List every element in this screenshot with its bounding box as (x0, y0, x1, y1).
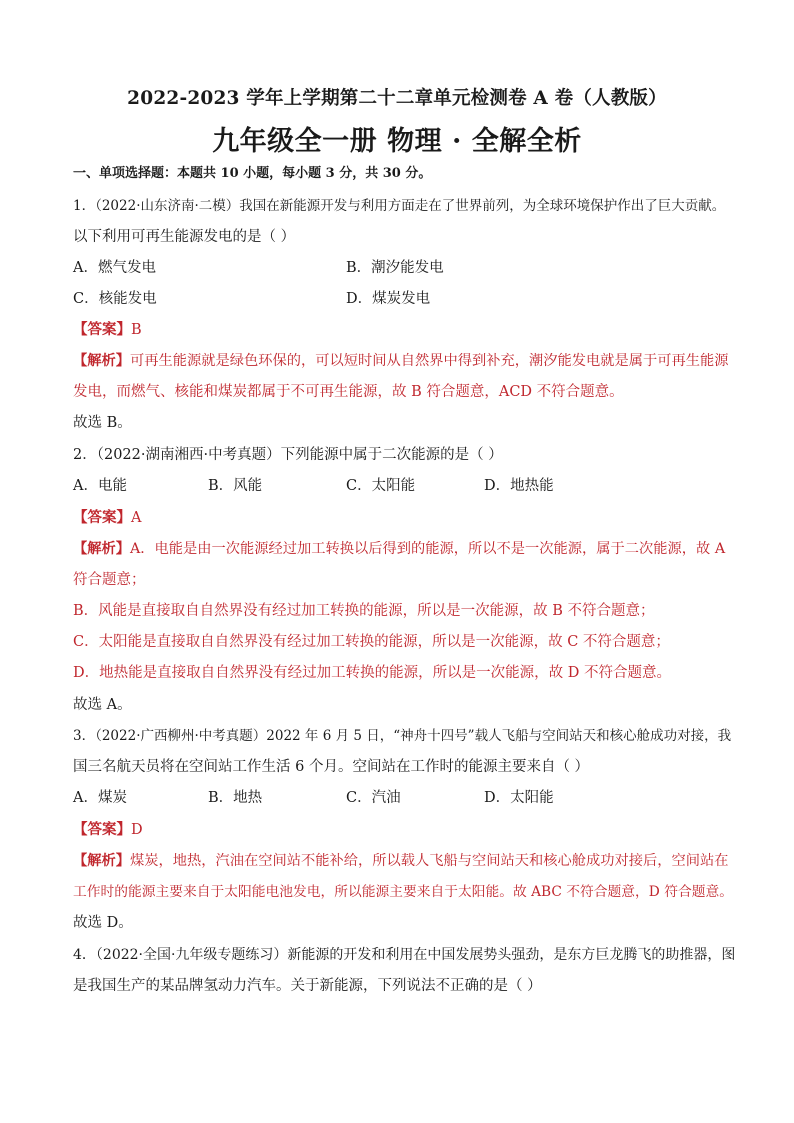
q3-stem-line2: 国三名航天员将在空间站工作生活 6 个月。空间站在工作时的能源主要来自（ ） (73, 759, 590, 775)
q1-analysis-line2: 发电，而燃气、核能和煤炭都属于不可再生能源，故 B 符合题意，ACD 不符合题意。 (73, 384, 624, 400)
q3-analysis-line1 (73, 851, 729, 871)
q1-conclusion: 故选 B。 (73, 415, 132, 431)
section-heading: 一、单项选择题：本题共 10 小题，每小题 3 分，共 30 分。 (73, 166, 432, 181)
q3-analysis-tag: 【解析】 (73, 853, 131, 869)
q1-option-c: C．核能发电 (73, 291, 157, 307)
q3-option-d: D．太阳能 (484, 790, 554, 806)
q3-option-a: A．煤炭 (73, 790, 127, 806)
q2-analysis-text1: A．电能是由一次能源经过加工转换以后得到的能源，所以不是一次能源，属于二次能源，故 A (130, 541, 726, 557)
q2-analysis-line5: D．地热能是直接取自自然界没有经过加工转换的能源，所以是一次能源，故 D 不符合题意。 (73, 665, 671, 681)
q2-option-c: C．太阳能 (346, 478, 416, 494)
q2-answer-tag: 【答案】 (73, 509, 131, 526)
q1-analysis-line1 (73, 351, 729, 371)
q3-analysis-line2: 工作时的能源主要来自于太阳能电池发电，所以能源主要来自于太阳能。故 ABC 不符合题意，D 符合题意。 (73, 884, 733, 900)
q2-analysis-tag: 【解析】 (73, 541, 131, 557)
q1-stem-line1: 1．（2022·山东济南·二模）我国在新能源开发与利用方面走在了世界前列，为全球环境保护作出了巨大贡献。 (73, 198, 726, 214)
document-title: 九年级全一册 物理 · 全解全析 (212, 126, 582, 157)
q3-answer (73, 820, 143, 840)
q3-analysis-text1: 煤炭，地热，汽油在空间站不能补给，所以载人飞船与空间站天和核心舱成功对接后，空间站在 (130, 853, 729, 869)
q1-answer (73, 320, 142, 340)
q1-option-b: B．潮汐能发电 (346, 260, 444, 276)
q4-stem-line1: 4．（2022·全国·九年级专题练习）新能源的开发和利用在中国发展势头强劲，是东方巨龙腾飞的助推器，图 (73, 947, 736, 963)
q3-conclusion: 故选 D。 (73, 915, 133, 931)
q2-analysis-line1 (73, 539, 725, 559)
q3-answer-tag: 【答案】 (73, 821, 131, 838)
q4-stem-line2: 是我国生产的某品牌氢动力汽车。关于新能源，下列说法不正确的是（ ） (73, 978, 542, 994)
q2-answer (73, 508, 141, 528)
q1-answer-tag: 【答案】 (73, 321, 131, 338)
q2-analysis-line3: B．风能是直接取自自然界没有经过加工转换的能源，所以是一次能源，故 B 不符合题意； (73, 603, 655, 619)
q2-option-a: A．电能 (73, 478, 127, 494)
q2-analysis-line2: 符合题意； (73, 572, 146, 588)
q1-analysis-text1: 可再生能源就是绿色环保的，可以短时间从自然界中得到补充，潮汐能发电就是属于可再生能源 (130, 353, 729, 369)
q1-stem-line2: 以下利用可再生能源发电的是（ ） (73, 229, 296, 245)
q2-analysis-line4: C．太阳能是直接取自自然界没有经过加工转换的能源，所以是一次能源，故 C 不符合题意； (73, 634, 670, 650)
q3-option-b: B．地热 (208, 790, 263, 806)
q1-option-d: D．煤炭发电 (346, 291, 431, 307)
q1-answer-value: B (131, 322, 142, 338)
q1-analysis-tag: 【解析】 (73, 353, 131, 369)
q3-stem-line1: 3．（2022·广西柳州·中考真题）2022 年 6 月 5 日，“神舟十四号”载人飞船与空间站天和核心舱成功对接，我 (73, 728, 732, 744)
q2-option-d: D．地热能 (484, 478, 554, 494)
q2-conclusion: 故选 A。 (73, 697, 132, 713)
q3-option-c: C．汽油 (346, 790, 401, 806)
document-subtitle: 2022-2023 学年上学期第二十二章单元检测卷 A 卷（人教版） (127, 88, 667, 109)
q1-option-a: A．燃气发电 (73, 260, 156, 276)
q2-answer-value: A (131, 510, 142, 526)
q3-answer-value: D (131, 822, 143, 838)
q2-option-b: B．风能 (208, 478, 263, 494)
q2-stem-line1: 2．（2022·湖南湘西·中考真题）下列能源中属于二次能源的是（ ） (73, 447, 503, 463)
